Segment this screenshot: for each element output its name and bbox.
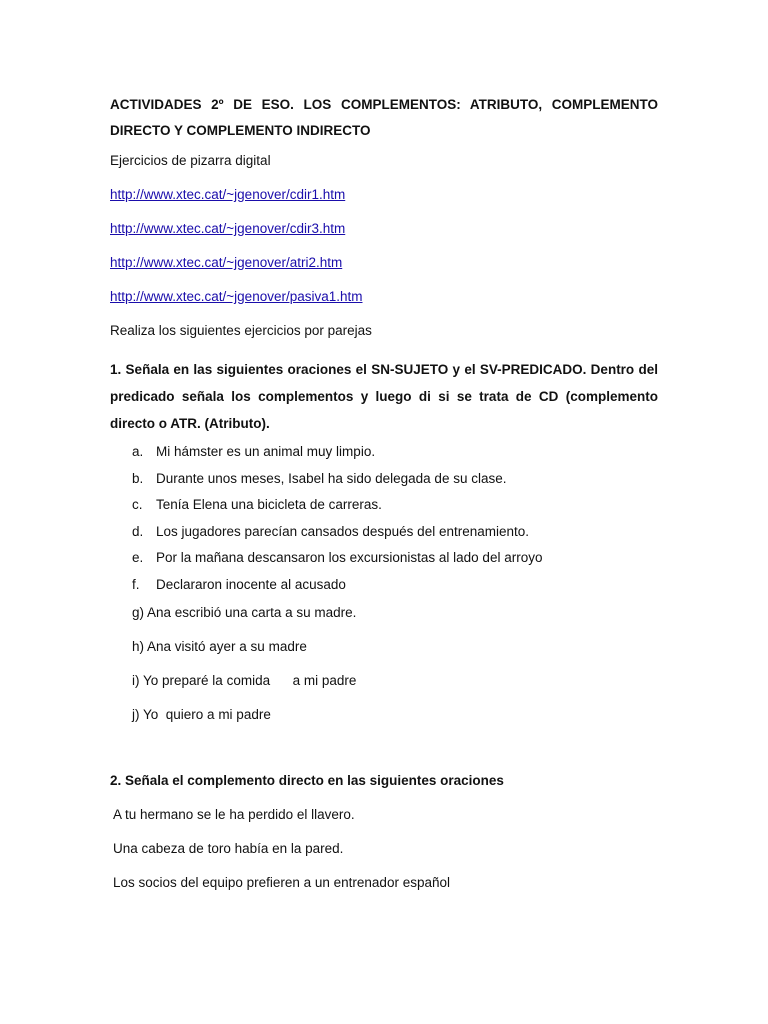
list-item: b. Durante unos meses, Isabel ha sido delegada de su clase. (132, 470, 507, 486)
list-item: h) Ana visitó ayer a su madre (132, 638, 307, 654)
list-item: c. Tenía Elena una bicicleta de carreras. (132, 497, 382, 512)
list-item: j) Yo quiero a mi padre (132, 706, 271, 722)
list-item: i) Yo preparé la comida a mi padre (132, 672, 357, 688)
exercise-1-list (110, 443, 658, 594)
link-cdir3[interactable]: http://www.xtec.cat/~jgenover/cdir3.htm (110, 221, 346, 236)
intro-text: Ejercicios de pizarra digital (110, 153, 271, 168)
pairs-instruction: Realiza los siguientes ejercicios por parejas (110, 323, 372, 338)
list-item: Una cabeza de toro había en la pared. (113, 840, 344, 856)
list-item: Los socios del equipo prefieren a un entrenador español (113, 874, 450, 890)
exercise-2-heading: 2. Señala el complemento directo en las siguientes oraciones (110, 772, 504, 788)
link-pasiva1[interactable]: http://www.xtec.cat/~jgenover/pasiva1.htm (110, 289, 363, 304)
link-atri2[interactable]: http://www.xtec.cat/~jgenover/atri2.htm (110, 255, 343, 270)
list-item: f. Declararon inocente al acusado (132, 576, 346, 592)
list-item: a. Mi hámster es un animal muy limpio. (132, 444, 376, 459)
list-item: A tu hermano se le ha perdido el llavero. (113, 806, 355, 822)
document-page (110, 92, 658, 908)
document-title: ACTIVIDADES 2º DE ESO. LOS COMPLEMENTOS: ATRIBUTO, COMPLEMENTO DIRECTO Y COMPLEMENTO INDIRECTO (110, 97, 658, 138)
list-item: d. Los jugadores parecían cansados después del entrenamiento. (132, 523, 530, 539)
link-cdir1[interactable]: http://www.xtec.cat/~jgenover/cdir1.htm (110, 187, 346, 202)
list-item: e. Por la mañana descansaron los excursionistas al lado del arroyo (132, 550, 543, 565)
exercise-1-heading: 1. Señala en las siguientes oraciones el SN-SUJETO y el SV-PREDICADO. Dentro del predicado señala los complementos y luego di si se trata de CD (complemento directo o ATR. (Atributo). (110, 362, 658, 431)
list-item: g) Ana escribió una carta a su madre. (132, 604, 357, 620)
